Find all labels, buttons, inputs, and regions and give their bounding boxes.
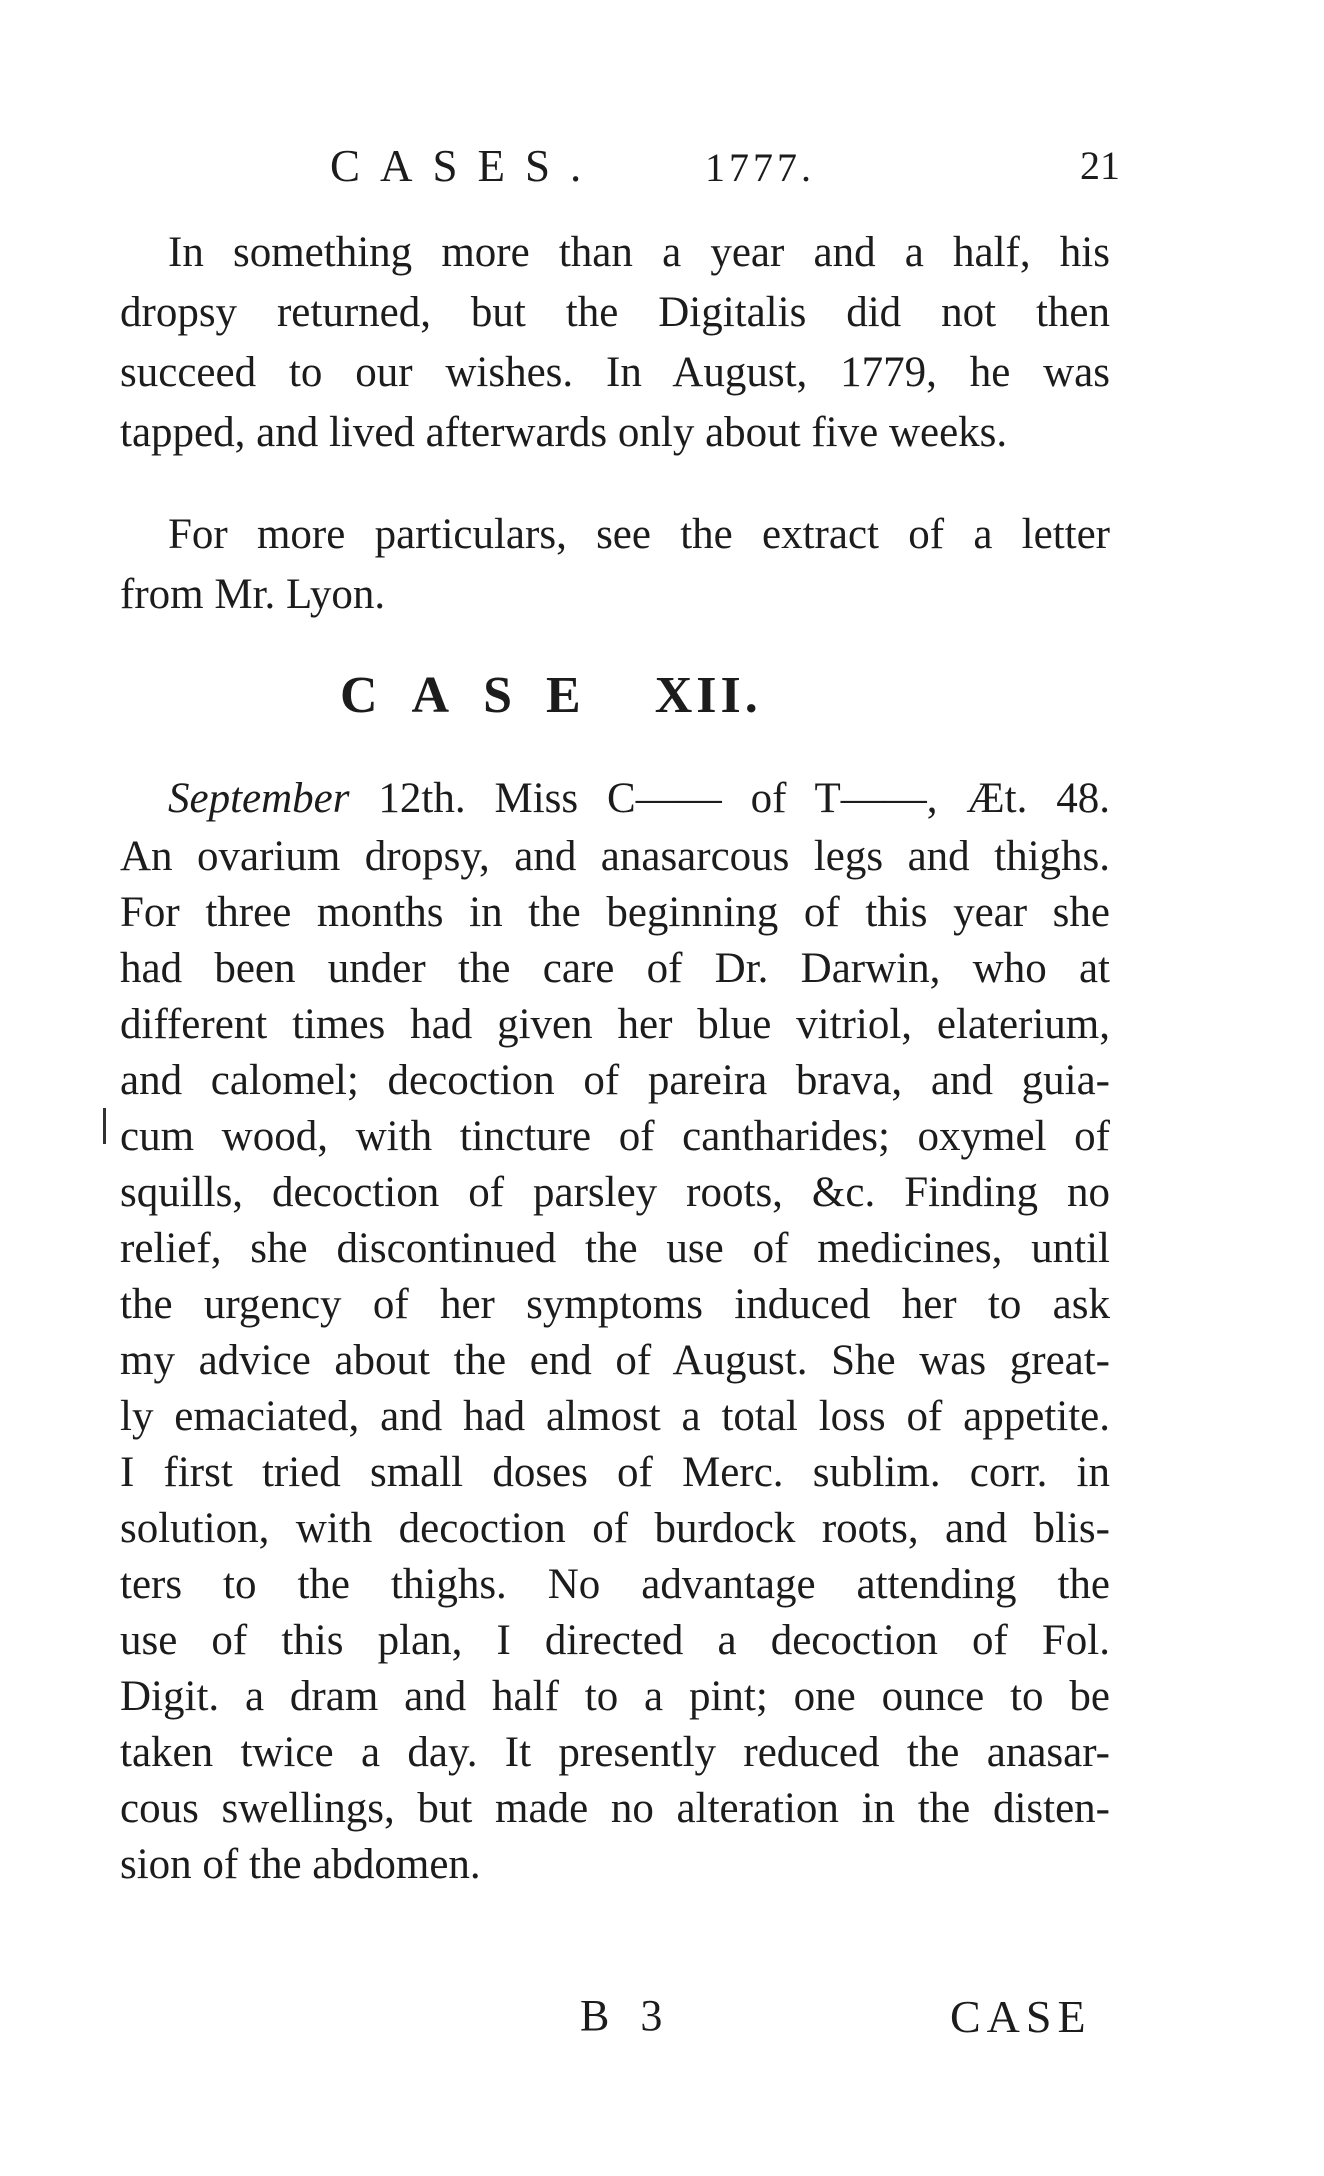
case-body-line: squills, decoction of parsley roots, &c. Finding no xyxy=(120,1169,1110,1216)
paragraph-line: dropsy returned, but the Digitalis did not then xyxy=(120,289,1110,336)
paragraph-line: from Mr. Lyon. xyxy=(120,571,386,618)
case-body-line: had been under the care of Dr. Darwin, who at xyxy=(120,945,1110,992)
margin-mark xyxy=(103,1108,106,1144)
paragraph-line: tapped, and lived afterwards only about five weeks. xyxy=(120,409,1008,456)
paragraph-line: For more particulars, see the extract of a letter xyxy=(168,511,1110,558)
case-body-line: I first tried small doses of Merc. sublim. corr. in xyxy=(120,1449,1110,1496)
catchword: CASE xyxy=(950,1991,1092,2042)
case-intro-line xyxy=(168,772,1110,826)
case-body-line: solution, with decoction of burdock roots, and blis- xyxy=(120,1505,1110,1552)
case-heading-word: CASE xyxy=(340,667,615,724)
case-date-month: September xyxy=(168,775,350,822)
case-heading-number: XII. xyxy=(654,667,762,724)
case-intro-rest: 12th. Miss C—— of T——, Æt. 48. xyxy=(349,775,1110,822)
case-body-line: taken twice a day. It presently reduced the anasar- xyxy=(120,1729,1110,1776)
paragraph-line: succeed to our wishes. In August, 1779, he was xyxy=(120,349,1110,396)
case-body-line: different times had given her blue vitriol, elaterium, xyxy=(120,1001,1110,1048)
case-body-line: the urgency of her symptoms induced her to ask xyxy=(120,1281,1110,1328)
running-head-title: CASES. xyxy=(330,141,602,191)
case-body-line: ly emaciated, and had almost a total loss of appetite. xyxy=(120,1393,1110,1440)
case-body-line: ters to the thighs. No advantage attending the xyxy=(120,1561,1110,1608)
signature-mark: B 3 xyxy=(580,1991,673,2040)
paragraph-line: In something more than a year and a half, his xyxy=(168,229,1110,276)
page-number: 21 xyxy=(1080,143,1120,188)
case-body-line: relief, she discontinued the use of medicines, until xyxy=(120,1225,1110,1272)
case-heading xyxy=(340,664,900,728)
case-body-line: use of this plan, I directed a decoction of Fol. xyxy=(120,1617,1110,1664)
running-head xyxy=(0,140,1324,200)
case-body-line: cum wood, with tincture of cantharides; oxymel of xyxy=(120,1113,1110,1160)
case-body-line: Digit. a dram and half to a pint; one ounce to be xyxy=(120,1673,1110,1720)
case-body-line: An ovarium dropsy, and anasarcous legs and thighs. xyxy=(120,833,1110,880)
running-head-year: 1777. xyxy=(705,145,815,190)
case-body-line: my advice about the end of August. She was great- xyxy=(120,1337,1110,1384)
case-body-line: cous swellings, but made no alteration in the disten- xyxy=(120,1785,1110,1832)
case-body-line: and calomel; decoction of pareira brava, and guia- xyxy=(120,1057,1110,1104)
case-body-line: For three months in the beginning of this year she xyxy=(120,889,1110,936)
case-body-line: sion of the abdomen. xyxy=(120,1841,481,1888)
